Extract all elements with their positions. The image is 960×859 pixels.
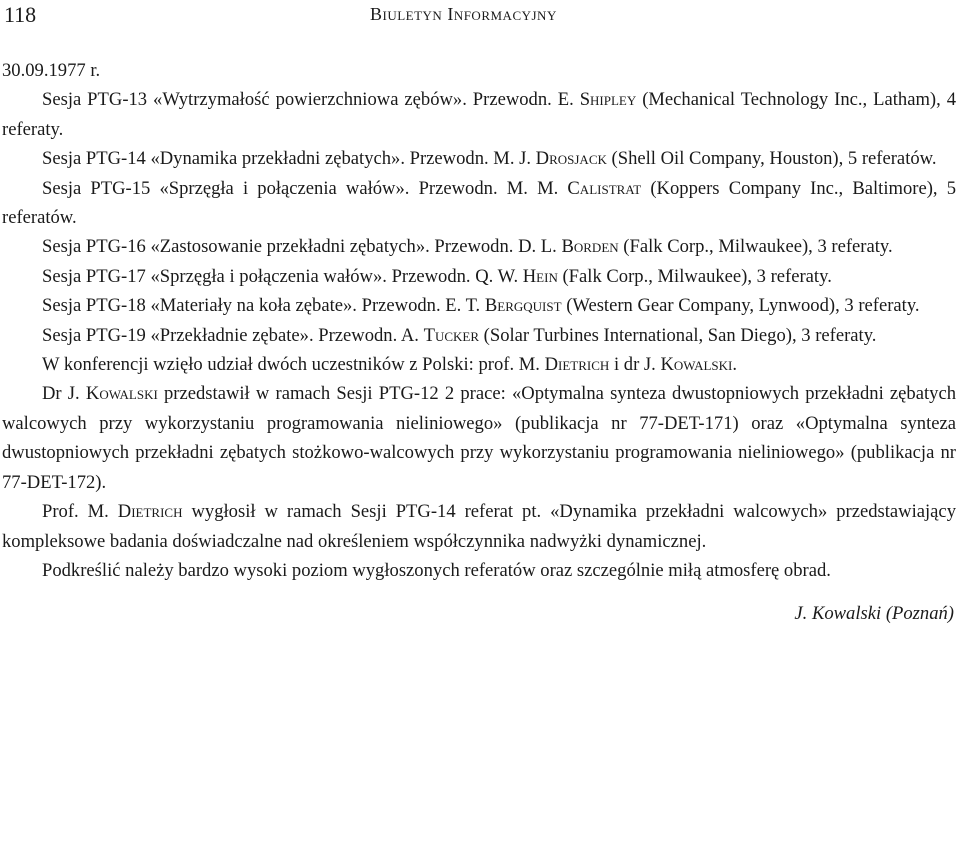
session-details: (Falk Corp., Milwaukee), 3 referaty. <box>557 265 832 287</box>
paragraph-text: przedstawił w ramach Sesji PTG-12 2 prace: «Optymalna synteza dwustopniowych przekładni zębatych walcowych przy wykorzystaniu programowania nieliniowego» (publikacja nr 77-DET-171) oraz «Optymalna synteza dwustopniowych przekładni zębatych stożkowo-walcowych przy wykorzystaniu programowania nieliniowego» (publikacja nr 77-DET-172). <box>2 383 956 493</box>
page-number: 118 <box>4 2 37 27</box>
session-text: Sesja PTG-13 «Wytrzymałość powierzchniowa zębów». Przewodn. E. <box>42 89 580 111</box>
chair-name: Calistrat <box>567 177 642 199</box>
session-details: (Falk Corp., Milwaukee), 3 referaty. <box>618 236 893 258</box>
dietrich-paragraph <box>2 497 956 556</box>
chair-name: Tucker <box>423 324 480 346</box>
session-item <box>2 262 956 291</box>
author-name: Dietrich <box>117 501 183 523</box>
session-details: (Solar Turbines International, San Diego), 3 referaty. <box>479 324 877 346</box>
session-item <box>2 174 956 233</box>
session-text: Sesja PTG-16 «Zastosowanie przekładni zębatych». Przewodn. D. L. <box>42 236 562 258</box>
chair-name: Borden <box>561 236 619 258</box>
paragraph-text: wygłosił w ramach Sesji PTG-14 referat pt. «Dynamika przekładni walcowych» przedstawiający kompleksowe badania doświadczalne nad określeniem współczynnika nadwyżki dynamicznej. <box>2 501 956 552</box>
session-text: Sesja PTG-18 «Materiały na koła zębate». Przewodn. E. T. <box>42 295 485 317</box>
participants-paragraph <box>2 350 956 379</box>
chair-name: Drosjack <box>535 148 607 170</box>
session-item <box>2 291 956 320</box>
signature: J. Kowalski (Poznań) <box>794 603 954 625</box>
session-details: (Western Gear Company, Lynwood), 3 referaty. <box>561 295 920 317</box>
session-text: Sesja PTG-15 «Sprzęgła i połączenia wałów». Przewodn. M. M. <box>42 177 568 199</box>
session-item <box>2 144 956 173</box>
session-item <box>2 85 956 144</box>
paragraph-text: Prof. M. <box>42 501 118 523</box>
session-details: (Shell Oil Company, Houston), 5 referatów. <box>606 148 937 170</box>
participants-text: i dr J. <box>609 354 661 376</box>
session-details: (Mechanical Technology Inc., Latham), 4 referaty. <box>2 89 956 140</box>
closing-paragraph: Podkreślić należy bardzo wysoki poziom wygłoszonych referatów oraz szczególnie miłą atmosferę obrad. <box>42 559 831 581</box>
session-text: Sesja PTG-19 «Przekładnie zębate». Przewodn. A. <box>42 324 424 346</box>
session-details: (Koppers Company Inc., Baltimore), 5 referatów. <box>2 177 956 229</box>
chair-name: Bergquist <box>484 295 562 317</box>
date-line: 30.09.1977 r. <box>2 60 101 81</box>
session-text: Sesja PTG-17 «Sprzęgła i połączenia wałów». Przewodn. Q. W. <box>42 265 523 287</box>
session-text: Sesja PTG-14 «Dynamika przekładni zębatych». Przewodn. M. J. <box>42 148 536 170</box>
participants-text: . <box>732 354 738 376</box>
kowalski-paragraph <box>2 379 956 497</box>
author-name: Kowalski <box>85 383 158 405</box>
participant-name: Kowalski <box>660 354 733 376</box>
participants-text: W konferencji wzięło udział dwóch uczestników z Polski: prof. M. <box>42 354 545 376</box>
page-header <box>0 0 960 34</box>
running-title: Biuletyn Informacyjny <box>370 4 557 24</box>
chair-name: Hein <box>522 265 558 287</box>
article-body <box>2 56 956 629</box>
participant-name: Dietrich <box>544 354 610 376</box>
session-item <box>2 321 956 350</box>
chair-name: Shipley <box>579 89 637 111</box>
session-item <box>2 232 956 261</box>
paragraph-text: Dr J. <box>42 383 86 405</box>
